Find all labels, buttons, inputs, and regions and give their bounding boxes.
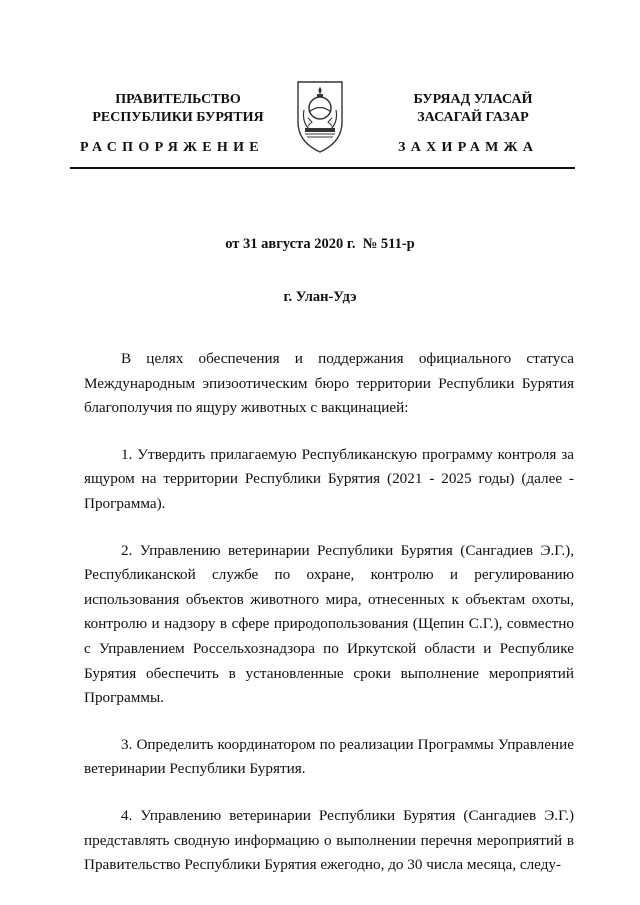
issuer-name-russian	[78, 91, 278, 127]
issuer-name-line1: ПРАВИТЕЛЬСТВО	[115, 92, 241, 107]
buryatia-coat-of-arms-icon	[295, 76, 345, 154]
document-type-buryat: ЗАХИРАМЖА	[398, 140, 539, 155]
issuer-name-line2: РЕСПУБЛИКИ БУРЯТИЯ	[92, 110, 264, 125]
document-date-number: от 31 августа 2020 г. № 511-р	[225, 236, 415, 252]
issuer-name-line2: ЗАСАГАЙ ГАЗАР	[417, 110, 529, 125]
document-city: г. Улан-Удэ	[283, 289, 357, 305]
document-body	[84, 347, 574, 900]
paragraph-item-3: 3. Определить координатором по реализации Программы Управление ветеринарии Республики Бурятия.	[84, 735, 574, 778]
issuer-name-line1: БУРЯАД УЛАСАЙ	[413, 92, 533, 107]
paragraph-item-1: 1. Утвердить прилагаемую Республиканскую программу контроля за ящуром на территории Республики Бурятия (2021 - 2025 годы) (далее - Программа).	[84, 445, 574, 512]
paragraph-item-2: 2. Управлению ветеринарии Республики Бурятия (Сангадиев Э.Г.), Республиканской службе по охране, контролю и регулированию использования объектов животного мира, отнесенных к объектам охоты, контролю и надзору в сфере природопользования (Щепин С.Г.), совместно с Управлением Россельхознадзора по Иркутской области и Республике Бурятия обеспечить в установленные сроки выполнение мероприятий Программы.	[84, 541, 574, 707]
paragraph-preamble: В целях обеспечения и поддержания официального статуса Международным эпизоотическим бюро территории Республики Бурятия благополучия по ящуру животных с вакцинацией:	[84, 350, 574, 417]
header-divider	[70, 167, 575, 169]
document-type-russian: РАСПОРЯЖЕНИЕ	[80, 140, 264, 155]
paragraph-item-4: 4. Управлению ветеринарии Республики Бурятия (Сангадиев Э.Г.) представлять сводную информацию о выполнении перечня мероприятий в Правительство Республики Бурятия ежегодно, до 30 числа месяца, следу-	[84, 806, 574, 874]
issuer-name-buryat	[388, 91, 558, 127]
